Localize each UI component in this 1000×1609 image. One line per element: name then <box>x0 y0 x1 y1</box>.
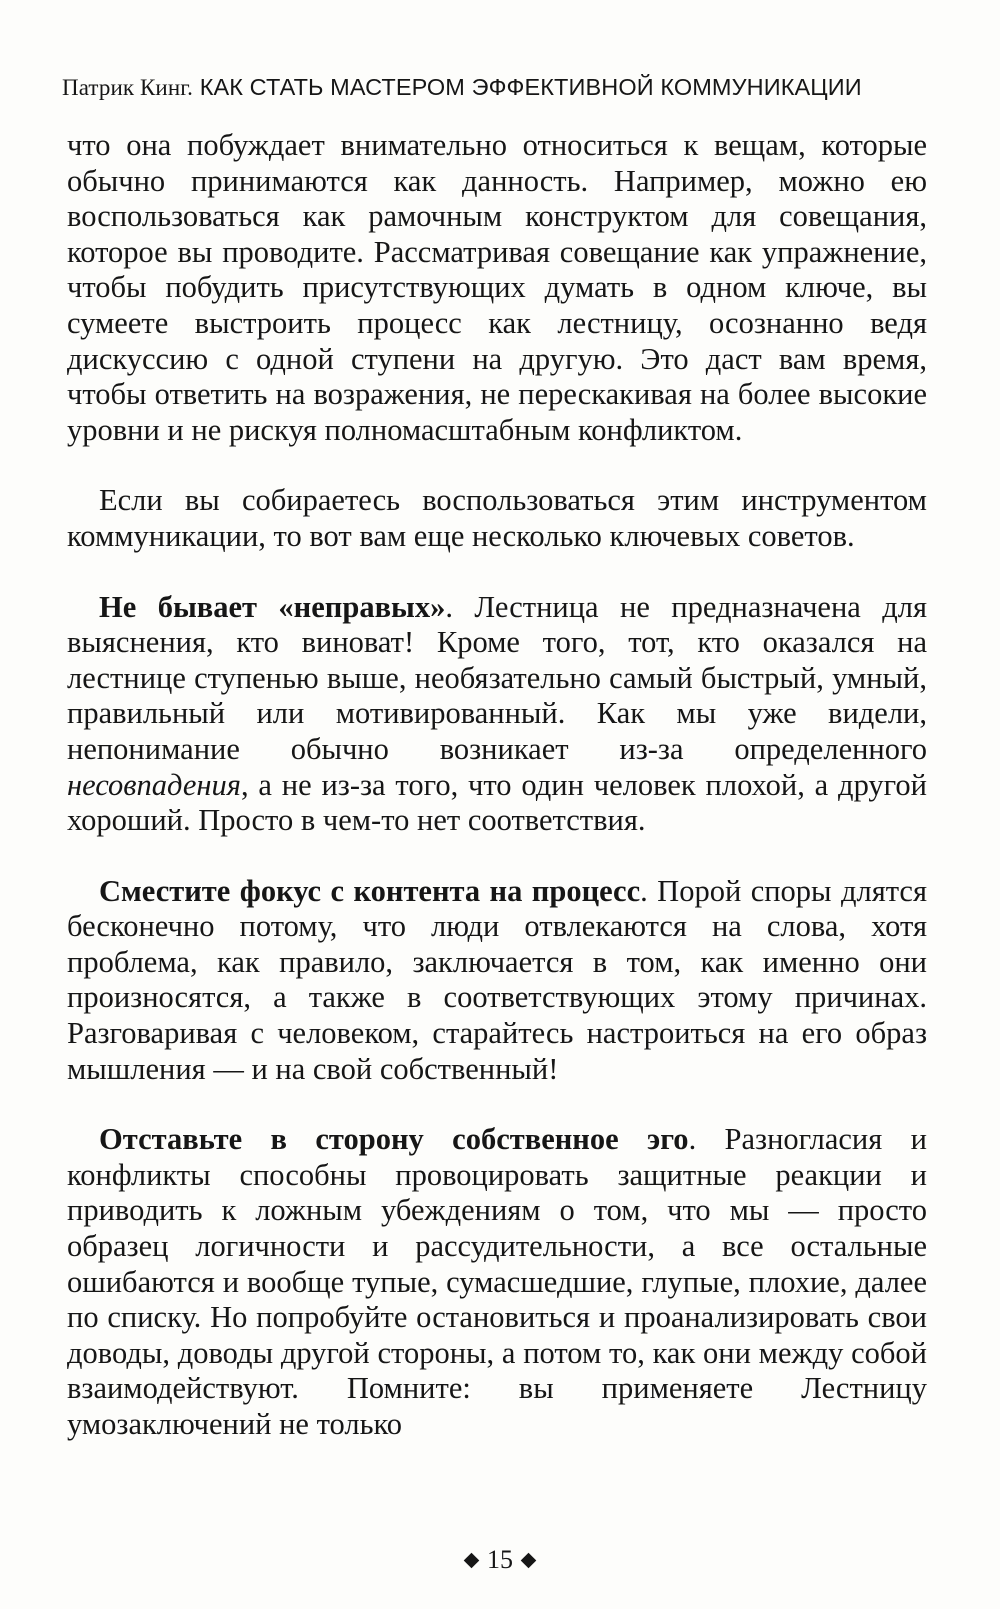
paragraph-3-text-b: , а не из-за того, что один человек плохой, а другой хороший. Просто в чем-то нет соответствия. <box>67 767 927 838</box>
paragraph-2-text: Если вы собираетесь воспользоваться этим инструментом коммуникации, то вот вам еще несколько ключевых советов. <box>67 483 927 553</box>
paragraph-1-text: что она побуждает внимательно относиться к вещам, которые обычно принимаются как данность. Например, можно ею воспользоваться как рамочным конструктом для совещания, которое вы проводите. Рассматривая совещание как упражнение, чтобы побудить присутствующих думать в одном ключе, вы сумеете выстроить процесс как лестницу, осознанно ведя дискуссию с одной ступени на другую. Это даст вам время, чтобы ответить на возражения, не перескакивая на более высокие уровни и не рискуя полномасштабным конфликтом. <box>67 128 927 447</box>
page-number: 15 <box>487 1545 513 1574</box>
paragraph-5-lead: Отставьте в сторону собственное эго <box>99 1122 689 1157</box>
paragraph-4-text: . Порой споры длятся бесконечно потому, что люди отвлекаются на слова, хотя проблема, как правило, заключается в том, как именно они произносятся, а также в соответствующих этому причинах. Разговаривая с человеком, старайтесь настроиться на его образ мышления — и на свой собственный! <box>67 873 927 1086</box>
diamond-ornament-right-icon <box>521 1552 537 1568</box>
paragraph-3-lead: Не бывает «неправых» <box>99 589 446 624</box>
paragraph-4 <box>67 874 927 1088</box>
paragraph-3-italic: несовпадения <box>67 767 241 802</box>
page-footer <box>0 1545 1000 1575</box>
diamond-ornament-left-icon <box>464 1552 480 1568</box>
paragraph-3 <box>67 590 927 839</box>
header-author: Патрик Кинг. <box>62 75 194 100</box>
paragraph-5 <box>67 1122 927 1442</box>
paragraph-3-text-a: . Лестница не предназначена для выяснения, кто виноват! Кроме того, тот, кто оказался на лестнице ступенью выше, необязательно самый быстрый, умный, правильный или мотивированный. Как мы уже видели, непонимание обычно возникает из-за определенного <box>67 589 928 766</box>
paragraph-1 <box>67 128 927 448</box>
paragraph-4-lead: Сместите фокус с контента на процесс <box>99 873 641 908</box>
paragraph-5-text: . Разногласия и конфликты способны провоцировать защитные реакции и приводить к ложным убеждениям о том, что мы — просто образец логичности и рассудительности, а все остальные ошибаются и вообще тупые, сумасшедшие, глупые, плохие, далее по списку. Но попробуйте остановиться и проанализировать свои доводы, доводы другой стороны, а потом то, как они между собой взаимодействуют. Помните: вы применяете Лестницу умозаключений не только <box>67 1122 927 1441</box>
running-header <box>62 74 942 101</box>
paragraph-2 <box>67 483 927 554</box>
header-book-title: КАК СТАТЬ МАСТЕРОМ ЭФФЕКТИВНОЙ КОММУНИКАЦИИ <box>199 74 862 100</box>
page-body <box>67 128 927 1478</box>
